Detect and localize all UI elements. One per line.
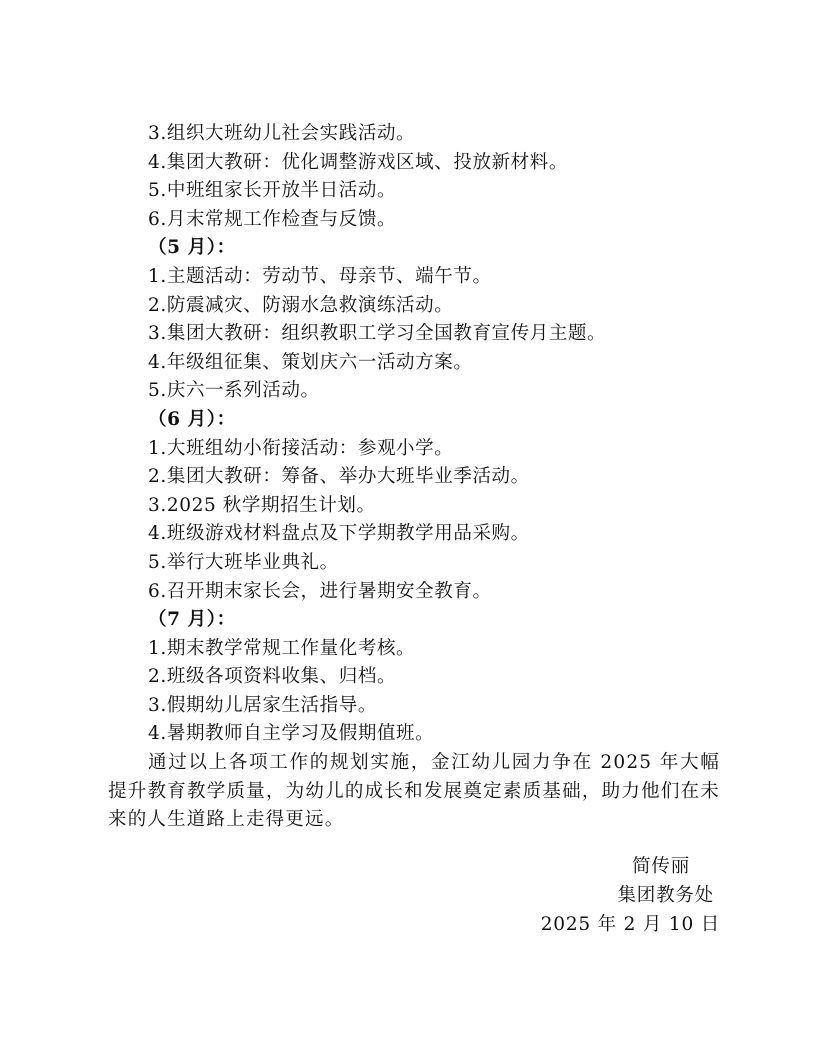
list-item: 4.年级组征集、策划庆六一活动方案。 <box>148 351 473 373</box>
list-item: 1.大班组幼小衔接活动：参观小学。 <box>148 437 454 459</box>
july-items <box>108 635 720 749</box>
signature-name: 简传丽 <box>632 856 690 877</box>
signature-org: 集团教务处 <box>617 885 714 906</box>
month-heading-may: （5 月）： <box>148 237 236 259</box>
list-item: 4.暑期教师自主学习及假期值班。 <box>148 723 435 745</box>
list-item: 1.期末教学常规工作量化考核。 <box>148 637 416 659</box>
list-item: 5.庆六一系列活动。 <box>148 380 320 402</box>
list-item: 6.召开期末家长会，进行暑期安全教育。 <box>148 580 492 602</box>
list-item: 3.假期幼儿居家生活指导。 <box>148 694 377 716</box>
signature-date: 2025 年 2 月 10 日 <box>540 914 720 935</box>
list-item: 6.月末常规工作检查与反馈。 <box>148 208 397 230</box>
list-item: 2.防震减灾、防溺水急救演练活动。 <box>148 294 454 316</box>
list-item: 3.集团大教研：组织教职工学习全国教育宣传月主题。 <box>148 323 607 345</box>
june-items <box>108 435 720 607</box>
list-item: 5.举行大班毕业典礼。 <box>148 551 339 573</box>
closing-paragraph: 通过以上各项工作的规划实施，金江幼儿园力争在 2025 年大幅提升教育教学质量，为幼儿的成长和发展奠定素质基础，助力他们在未来的人生道路上走得更远。 <box>108 752 720 831</box>
month-heading-july: （7 月）： <box>148 609 236 631</box>
april-items <box>108 120 720 234</box>
list-item: 1.主题活动：劳动节、母亲节、端午节。 <box>148 265 492 287</box>
list-item: 4.班级游戏材料盘点及下学期教学用品采购。 <box>148 523 530 545</box>
list-item: 2.集团大教研：筹备、举办大班毕业季活动。 <box>148 466 530 488</box>
month-heading-june: （6 月）： <box>148 408 236 430</box>
list-item: 3.组织大班幼儿社会实践活动。 <box>148 123 416 144</box>
may-items <box>108 263 720 406</box>
signature-block <box>541 852 720 939</box>
list-item: 3.2025 秋学期招生计划。 <box>148 494 376 516</box>
list-item: 5.中班组家长开放半日活动。 <box>148 180 397 202</box>
list-item: 2.班级各项资料收集、归档。 <box>148 666 397 688</box>
list-item: 4.集团大教研：优化调整游戏区域、投放新材料。 <box>148 151 568 173</box>
document-body <box>108 120 720 835</box>
